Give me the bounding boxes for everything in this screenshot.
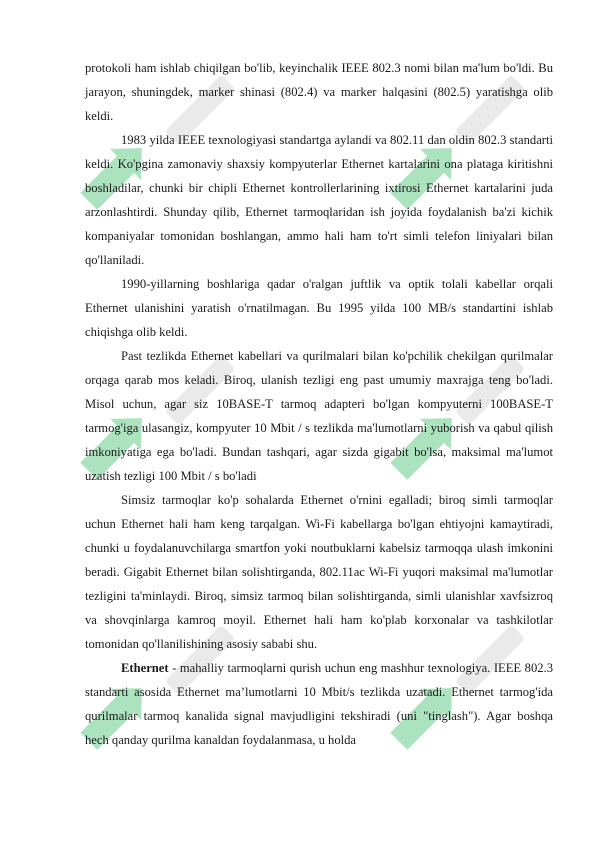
paragraph-6	[85, 656, 553, 752]
paragraph-4: Past tezlikda Ethernet kabellari va qurilmalari bilan ko'pchilik chekilgan qurilmalar orqaga qarab mos keladi. Biroq, ulanish tezligi eng past umumiy maxrajga teng bo'ladi. Misol uchun, agar siz 10BASE-T tarmoq adapteri bo'lgan kompyuterni 100BASE-T tarmog'iga ulasangiz, kompyuter 10 Mbit / s tezlikda ma'lumotlarni yuborish va qabul qilish imkoniyatiga ega bo'ladi. Bundan tashqari, agar sizda gigabit bo'lsa, maksimal ma'lumot uzatish tezligi 100 Mbit / s bo'ladi	[85, 349, 553, 483]
body-text	[85, 56, 553, 752]
term-ethernet: Ethernet	[121, 661, 169, 675]
paragraph-5: Simsiz tarmoqlar ko'p sohalarda Ethernet o'rnini egalladi; biroq simli tarmoqlar uchun Ethernet hali ham keng tarqalgan. Wi-Fi kabellarga bo'lgan ehtiyojni kamaytiradi, chunki u foydalanuvchilarga smartfon yoki noutbuklarni kabelsiz tarmoqqa ulash imkonini beradi. Gigabit Ethernet bilan solishtirganda, 802.11ac Wi-Fi yuqori maksimal ma'lumotlar tezligini ta'minlaydi. Biroq, simsiz tarmoq bilan solishtirganda, simli ulanishlar xavfsizroq va shovqinlarga kamroq moyil. Ethernet hali ham ko'plab korxonalar va tashkilotlar tomonidan qo'llanilishining asosiy sababi shu.	[85, 493, 553, 651]
paragraph-1: protokoli ham ishlab chiqilgan bo'lib, keyinchalik IEEE 802.3 nomi bilan ma'lum bo'ldi. Bu jarayon, shuningdek, marker shinasi (802.4) va marker halqasini (802.5) yaratishga olib keldi.	[85, 61, 553, 123]
paragraph-6-text: - mahalliy tarmoqlarni qurish uchun eng mashhur texnologiya. IEEE 802.3 standarti asosida Ethernet ma’lumotlarni 10 Mbit/s tezlikda uzatadi. Ethernet tarmog'ida qurilmalar tarmoq kanalida signal mavjudligini tekshiradi (uni "tinglash"). Agar boshqa hech qanday qurilma kanaldan foydalanmasa, u holda	[85, 661, 553, 747]
paragraph-2: 1983 yilda IEEE texnologiyasi standartga aylandi va 802.11 dan oldin 802.3 standarti keldi. Ko'pgina zamonaviy shaxsiy kompyuterlar Ethernet kartalarini ona plataga kiritishni boshladilar, chunki bir chipli Ethernet kontrollerlarining ixtirosi Ethernet kartalarini juda arzonlashtirdi. Shunday qilib, Ethernet tarmoqlaridan ish joyida foydalanish ba'zi kichik kompaniyalar tomonidan boshlangan, ammo hali ham to'rt simli telefon liniyalari bilan qo'llaniladi.	[85, 133, 553, 267]
paragraph-3: 1990-yillarning boshlariga qadar o'ralgan juftlik va optik tolali kabellar orqali Ethernet ulanishini yaratish o'rnatilmagan. Bu 1995 yilda 100 MB/s standartini ishlab chiqishga olib keldi.	[85, 277, 553, 339]
